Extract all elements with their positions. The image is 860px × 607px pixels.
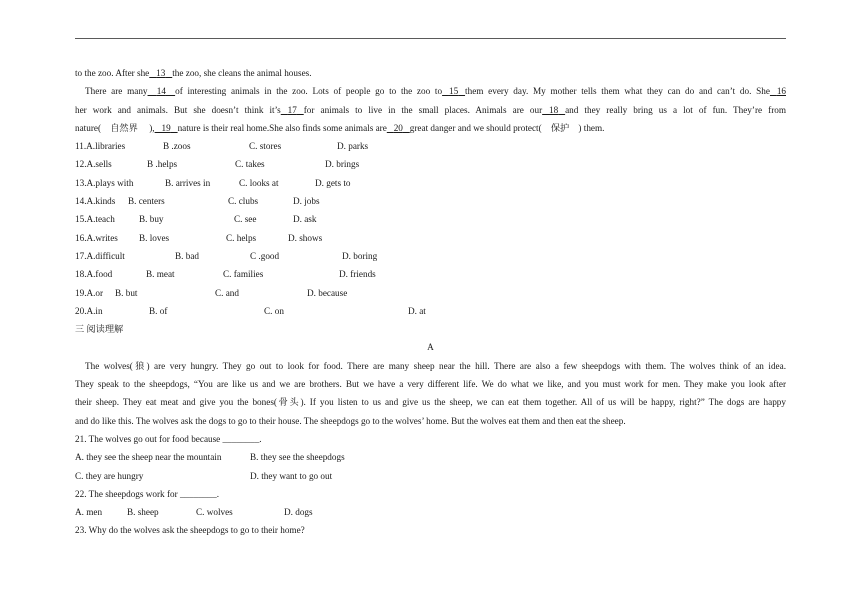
document-content [75, 64, 786, 540]
passage-line-3: their sheep. They eat meat and give you the bones(骨头). If you listen to us and give us the sheep, we can eat them together. All of us will be happy, right?” The dogs are happy [75, 397, 786, 408]
option-row-16 [75, 229, 786, 247]
option-c: C. on [264, 305, 284, 316]
option-c: C .good [250, 250, 280, 261]
option-row-18 [75, 265, 786, 283]
section-heading: 三 阅读理解 [75, 324, 124, 335]
option-b: B. centers [128, 196, 165, 207]
option-a: 13.A.plays with [75, 177, 134, 188]
cloze-text: to the zoo. After she [75, 68, 150, 78]
cloze-text: them every day. My mother tells them what they can do and can’t do. She [465, 86, 770, 97]
question-22-options [75, 503, 786, 521]
cloze-text: for animals to live in the small places. Animals are our [303, 104, 543, 115]
option-a: 12.A.sells [75, 159, 112, 170]
question-21-options-ab [75, 448, 786, 466]
option-b: B. arrives in [165, 177, 211, 188]
cloze-text: ), [149, 122, 155, 133]
cloze-text: her work and animals. But she doesn’t think it’s [75, 104, 281, 115]
option-a: A. men [75, 507, 103, 518]
blank-20: 20 [393, 122, 403, 133]
option-c: C. they are hungry [75, 470, 144, 481]
option-c: C. stores [249, 141, 282, 152]
option-row-12 [75, 155, 786, 173]
option-row-15 [75, 210, 786, 228]
option-b: B. of [149, 305, 168, 316]
option-d: D. jobs [293, 196, 320, 207]
option-d: D. boring [342, 250, 378, 261]
option-c: C. and [215, 287, 239, 298]
cloze-text: of interesting animals in the zoo. Lots of people go to the zoo to [175, 86, 443, 97]
option-d: D. because [307, 287, 348, 298]
question-23-stem: 23. Why do the wolves ask the sheepdogs to go to their home? [75, 525, 305, 536]
option-row-20 [75, 302, 786, 320]
option-a: 14.A.kinds [75, 196, 116, 207]
cloze-line-4 [75, 119, 786, 137]
option-row-13 [75, 174, 786, 192]
blank-19: 19 [161, 122, 171, 133]
option-row-11 [75, 137, 786, 155]
passage-label: A [427, 342, 434, 353]
option-a: 15.A.teach [75, 214, 115, 225]
option-b: B. buy [139, 214, 164, 225]
option-a: 20.A.in [75, 305, 103, 316]
option-c: C. helps [226, 232, 257, 243]
cloze-text: the zoo, she cleans the animal houses. [172, 68, 312, 78]
option-d: D. at [408, 305, 426, 316]
option-d: D. parks [337, 141, 369, 152]
option-d: D. ask [293, 214, 317, 225]
option-a: 17.A.difficult [75, 250, 125, 261]
blank-15: 15 [448, 86, 459, 97]
cloze-gloss: 保护 [550, 122, 570, 133]
option-c: C. wolves [196, 507, 233, 518]
cloze-line-2 [75, 82, 786, 100]
option-a: 19.A.or [75, 287, 104, 298]
question-21-stem: 21. The wolves go out for food because ________. [75, 433, 262, 444]
option-c: C. takes [235, 159, 265, 170]
option-c: C. see [234, 214, 257, 225]
blank-16: 16 [776, 86, 786, 97]
cloze-line-3 [75, 101, 786, 119]
cloze-text: nature( [75, 122, 102, 133]
option-b: B. they see the sheepdogs [250, 452, 345, 463]
option-d: D. shows [288, 232, 323, 243]
cloze-text: ) them. [578, 122, 605, 133]
cloze-text: great danger and we should protect( [409, 122, 542, 133]
option-c: C. looks at [239, 177, 279, 188]
option-row-17 [75, 247, 786, 265]
option-c: C. clubs [228, 196, 259, 207]
option-row-19 [75, 284, 786, 302]
option-d: D. dogs [284, 507, 313, 518]
passage-line-1: The wolves(狼) are very hungry. They go out to look for food. There are many sheep near the hill. There are also a few sheepdogs with them. The wolves think of an idea. [85, 360, 786, 371]
option-row-14 [75, 192, 786, 210]
cloze-gloss: 自然界 [110, 122, 138, 133]
blank-17: 17 [287, 104, 297, 115]
option-b: B .zoos [163, 141, 191, 152]
option-d: D. brings [325, 159, 360, 170]
blank-14: 14 [156, 86, 166, 97]
option-b: B. sheep [127, 507, 159, 518]
option-d: D. they want to go out [250, 470, 333, 481]
passage-line-2: They speak to the sheepdogs, “You are like us and we are brothers. But we have a very different life. We do what we like, and you must work for men. They make you look after [75, 379, 786, 390]
option-b: B. loves [139, 232, 170, 243]
blank-18: 18 [549, 104, 559, 115]
option-c: C. families [223, 269, 264, 280]
cloze-text: There are many [85, 86, 148, 97]
cloze-line-1 [75, 64, 786, 82]
cloze-text: nature is their real home.She also finds some animals are [177, 122, 387, 133]
passage-line-4: and do like this. The wolves ask the dogs to go to their house. The sheepdogs go to the wolves’ home. But the wolves eat them and then eat the sheep. [75, 415, 626, 426]
option-b: B. but [115, 287, 138, 298]
header-rule [75, 38, 786, 39]
option-a: 11.A.libraries [75, 141, 126, 152]
option-b: B. meat [146, 269, 175, 280]
option-a: 16.A.writes [75, 232, 118, 243]
option-b: B. bad [175, 250, 199, 261]
option-d: D. friends [339, 269, 376, 280]
question-22-stem: 22. The sheepdogs work for ________. [75, 488, 220, 499]
question-21-options-cd [75, 467, 786, 485]
cloze-text: and they really bring us a lot of fun. They’re from [565, 104, 786, 115]
option-a: A. they see the sheep near the mountain [75, 452, 222, 463]
option-b: B .helps [147, 159, 178, 170]
blank-13: 13 [156, 68, 166, 78]
option-d: D. gets to [315, 177, 351, 188]
option-a: 18.A.food [75, 269, 113, 280]
